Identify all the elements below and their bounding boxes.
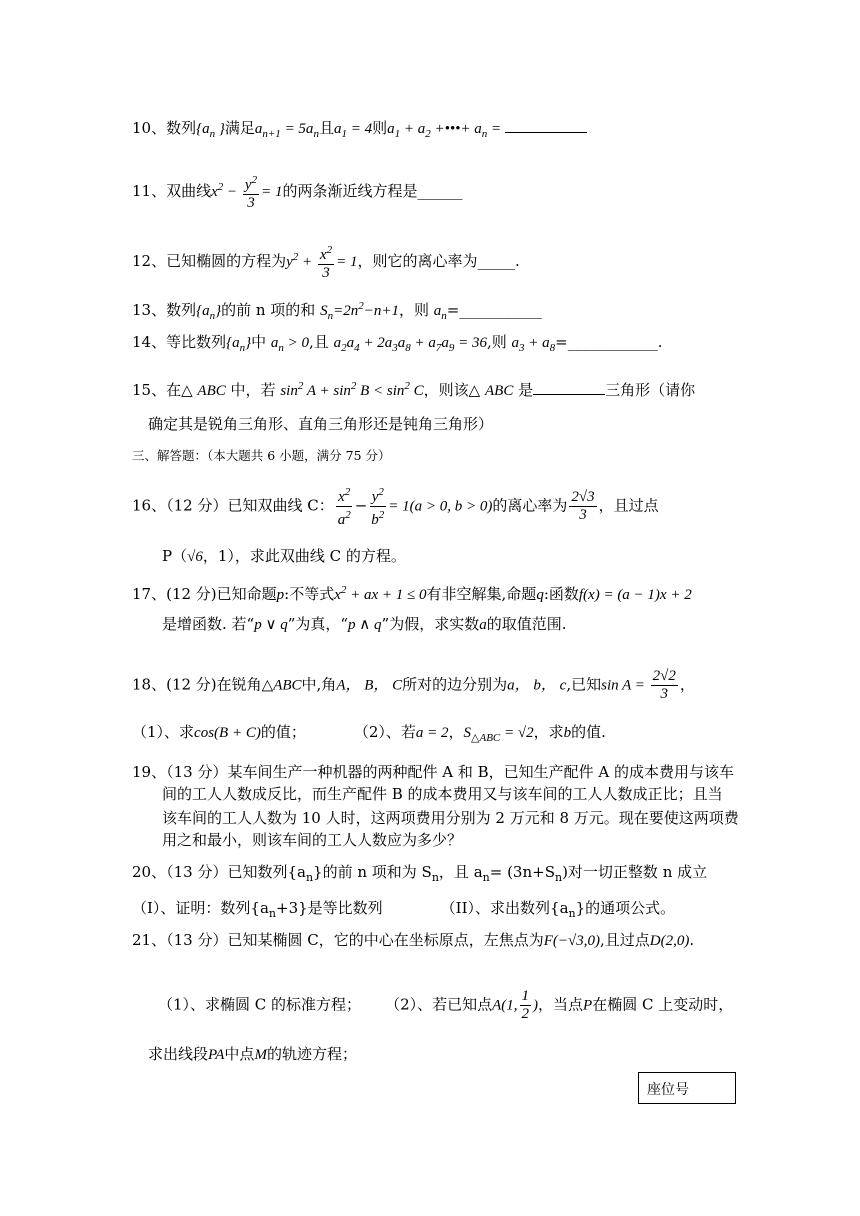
text: （1）、求椭圆 C 的标准方程； [158,995,362,1014]
text: +3}是等比数列 [276,899,383,917]
formula: D(2,0) [649,933,690,949]
question-number: 18、 [132,675,167,694]
formula: △ABC [261,677,302,694]
formula: = 1(a > 0, b > 0) [388,498,493,515]
text: 在椭圆 C 上变动时， [592,995,734,1014]
formula: $x^2$ + ax + 1 ≤ 0 [334,584,427,603]
formula: b [563,725,572,741]
text: 间的工人人数成反比，而生产配件 B 的成本费用又与该车间的工人人数成正比；且当 [162,785,723,803]
text: 双曲线 [166,182,212,200]
text: ，且 a [438,863,483,881]
fraction: $\frac{x^2}{a^2}$ [337,486,351,528]
text: 所对的边分别为 [402,675,508,694]
text: 是 [518,381,534,399]
text: 已知椭圆的方程为 [166,252,287,270]
formula: ) [533,997,539,1014]
formula: a = 2 [415,725,449,741]
formula: A， B， C [336,677,403,694]
question-17 [132,580,692,605]
question-number: 11、 [132,182,167,200]
formula: $a_2a_4 + 2a_3a_8 + a_7a_9 = 36$ [333,335,487,354]
text: ”为假，求实数 [381,615,480,633]
text: =___________ [446,301,542,319]
text: ,且过点 [599,931,650,949]
question-20: 20、（13 分）已知数列$\{a_n\}$的前 n 项和为 $S_n$，且 $a_n= (3n+S_n)$对一切正整数 n 成立 [132,863,708,884]
question-18: 18、(12 分)在锐角△ABC中,角A， B， C所对的边分别为a， b， c,已知sin A = $\frac{2√2}{3}$ ， [132,668,695,702]
fraction: $\frac{x^2}{3}$ [319,244,333,281]
formula: cos(B + C) [194,725,261,741]
text: （13 分）已知数列{a [166,863,306,881]
formula: $a_n$ [433,303,447,322]
question-number: 19、 [132,763,167,781]
formula: $a_1 = 4$ [333,121,373,140]
text: 中点 [224,1045,255,1063]
text: =____________. [555,333,663,351]
text: 等比数列 [166,333,227,351]
question-16: 16、（12 分）已知双曲线 C： $\frac{x^2}{a^2}$ − $\frac{y^2}{b^2}$ = 1(a > 0, b > 0)的离心率为 $\frac{2√3}{3}$ ，且过点 [132,486,659,528]
formula: $a_n > 0$ [270,335,310,354]
question-19-line-3 [162,808,739,828]
formula: $\sin^2 A + \sin^2 B < \sin^2 C$ [280,380,424,399]
question-18-subparts: （1）、求cos(B + C)的值； （2）、若a = 2，$S_{\triangle ABC} = √2$，求b的值. [132,723,606,744]
question-16-continuation [162,546,406,567]
formula: F(−√3,0) [543,933,600,949]
text: 求出线段 [148,1045,209,1063]
text: ,且 [309,333,329,351]
question-number: 10、 [132,119,167,137]
text: }的前 n 项和为 S [313,863,432,881]
question-number: 16、 [132,496,167,515]
text: :函数 [543,585,579,603]
section-title: 三、解答题：（本大题共 6 小题，满分 75 分） [132,448,391,463]
question-21-subparts [158,988,733,1023]
answer-blank [533,380,605,395]
seat-number-box [638,1072,736,1104]
question-19-line-1 [132,762,734,782]
text: （1）、求 [132,723,195,741]
text: = (3n+S [489,863,555,881]
text: 的取值范围. [486,615,567,633]
formula: ABC [197,383,226,399]
formula: $a_{n+1} = 5a_n$ [254,121,319,140]
formula: ABC [485,383,514,399]
formula: sin A = [601,677,649,694]
formula: PA [208,1047,225,1063]
text: ，当点 [538,995,584,1014]
formula: A(1, [492,997,518,1014]
text: ，1），求此双曲线 C 的方程。 [202,547,406,565]
question-number: 14、 [132,333,167,351]
question-17-continuation [162,614,566,635]
formula: q [536,587,544,603]
formula: M [254,1047,267,1063]
formula: $\{a_n\}$ [196,303,222,322]
question-number: 17、 [132,585,167,603]
formula: = 1 [336,254,358,270]
question-12 [132,242,520,282]
text: ,已知 [566,675,602,694]
question-21-continuation [148,1044,357,1065]
question-number: 20、 [132,863,167,881]
text: 数列 [166,119,197,137]
formula: $x^2$ − [211,181,241,200]
formula: √6 [187,549,203,565]
formula: p ∨ q [254,617,288,633]
formula: $a_1 + a_2$ +•••+ $a_n$ = [387,121,505,140]
question-11 [132,172,462,212]
text: 中 [251,333,267,351]
text: 的值； [260,723,306,741]
text: ，求 [533,723,564,741]
text: (12 分)已知命题 [166,585,277,603]
text: P（ [162,547,188,565]
formula: a， b， c [507,677,567,694]
formula: $S_n=2n^2-n+1$ [320,300,399,322]
formula: $y^2$ + [286,251,316,270]
question-15-continuation [148,414,493,434]
question-number: 13、 [132,301,167,319]
fraction: $\frac{2√3}{3}$ [571,489,595,523]
text: (12 分)在锐角 [166,675,262,694]
question-21: 21、（13 分）已知某椭圆 C，它的中心在坐标原点，左焦点为F(−√3,0),且过点D(2,0). [132,931,695,949]
question-13 [132,296,542,326]
text: 确定其是锐角三角形、直角三角形还是钝角三角形） [148,415,494,433]
text: 在△ [166,381,193,399]
text: ，且过点 [598,496,659,515]
text: （2）、若已知点 [385,995,493,1014]
text: ”为真，“ [287,615,349,633]
text: )对一切正整数 n 成立 [562,863,708,881]
formula: P [583,997,593,1014]
question-19-line-2 [162,784,723,804]
text: 满足 [224,119,255,137]
text: 中，若 [230,381,276,399]
text: ，则 [398,301,429,319]
formula: f(x) = (a − 1)x + 2 [578,587,692,603]
question-10 [132,118,587,144]
formula: p [276,587,285,603]
text: ,则 [486,333,507,351]
fraction: $\frac{y^2}{b^2}$ [371,486,385,528]
answer-blank [505,118,587,133]
question-15 [132,376,695,401]
text: }的通项公式。 [575,899,676,917]
section-heading [132,446,391,466]
text: 该车间的工人人数为 10 人时，这两项费用分别为 2 万元和 8 万元。现在要使这两项费 [162,809,739,827]
text: :不等式 [284,585,335,603]
question-number: 15、 [132,381,167,399]
question-20-subparts: （I）、证明：数列$\{a_n+3\}$是等比数列 （II）、求出数列$\{a_n\}$的通项公式。 [132,899,676,920]
text: 有非空解集,命题 [426,585,537,603]
text: 的前 n 项的和 [221,301,316,319]
text: 的离心率为 [492,496,568,515]
fraction: $\frac{1}{2}$ [521,988,530,1022]
question-14 [132,332,663,358]
text: 则 [372,119,388,137]
text: （12 分）已知双曲线 C： [166,496,334,515]
formula: a [479,617,487,633]
formula: p ∧ q [348,617,382,633]
text: 且 [318,119,334,137]
formula: $a_3 + a_8$ [511,335,556,354]
text: （I）、证明：数列{a [132,899,269,917]
text: （II）、求出数列{a [440,899,569,917]
formula: $\{a_n\}$ [226,335,252,354]
text: （13 分）已知某椭圆 C，它的中心在坐标原点，左焦点为 [166,931,544,949]
text: 的两条渐近线方程是______ [282,182,463,200]
text: ，则它的离心率为_____. [357,252,520,270]
text: 用之和最小，则该车间的工人人数应为多少？ [162,831,463,849]
seat-number-label: 座位号 [647,1082,689,1098]
text: 中,角 [301,675,337,694]
formula: = 1 [261,184,283,200]
text: 数列 [166,301,197,319]
text: 三角形（请你 [605,381,696,399]
text: （2）、若 [353,723,416,741]
text: 是增函数. 若“ [162,615,255,633]
text: 的轨迹方程； [266,1045,357,1063]
formula: {$a_n$ } [196,121,225,140]
text: ，则该△ [423,381,481,399]
text: 的值. [571,723,606,741]
fraction: $\frac{y^2}{3}$ [244,174,258,211]
fraction: $\frac{2√2}{3}$ [652,668,676,702]
text: （13 分）某车间生产一种机器的两种配件 A 和 B，已知生产配件 A 的成本费用与该车 [166,763,734,781]
question-number: 12、 [132,252,167,270]
question-19-line-4 [162,830,462,850]
formula: $S_{\triangle ABC} = √2$ [463,725,534,744]
question-number: 21、 [132,931,167,949]
